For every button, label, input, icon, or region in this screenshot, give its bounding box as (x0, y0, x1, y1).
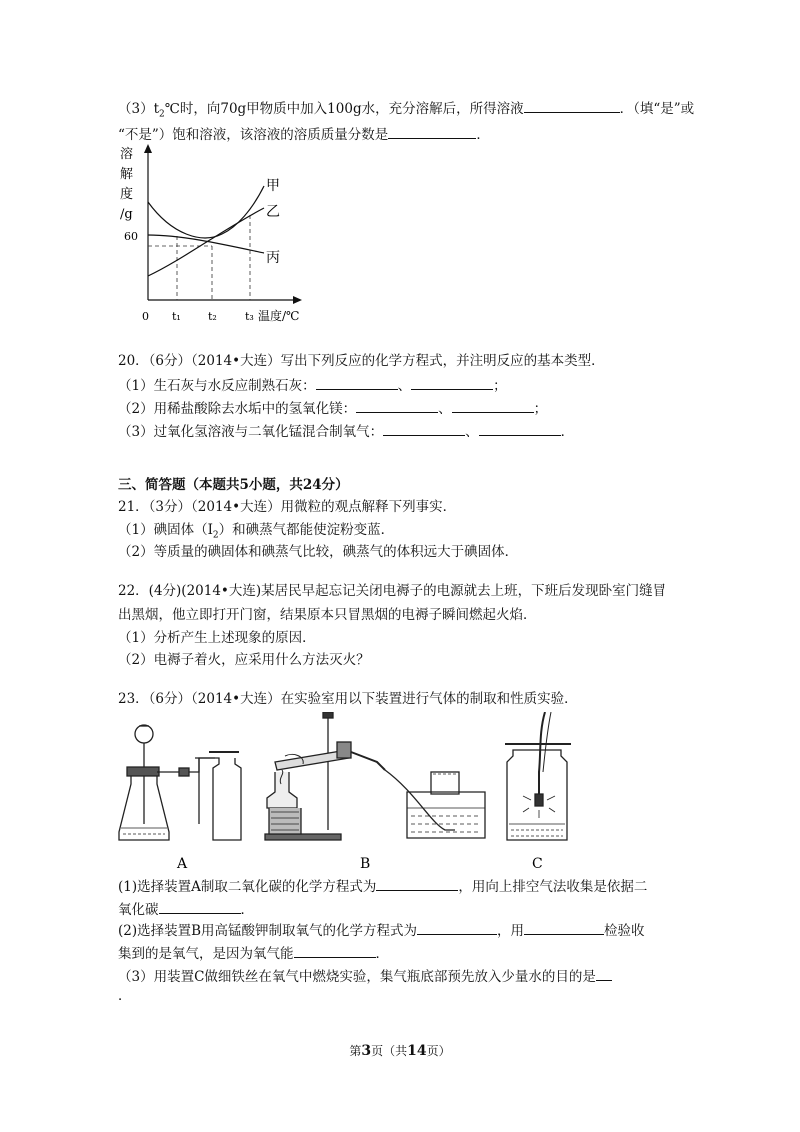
q23-2b: 集到的是氧气，是因为氧气能 ． (118, 943, 389, 963)
apparatus-label-b: B (360, 856, 371, 872)
q21-1: （1）碘固体$(I_2)$和碘蒸气都能使淀粉变蓝． (118, 522, 395, 541)
q19-3-line2: “不是”）饱和溶液，该溶液的溶质质量分数是 ． (118, 124, 490, 144)
q23-1b: 氧化碳 ． (118, 899, 254, 919)
answer-blank[interactable] (294, 943, 376, 958)
curve-yi (148, 208, 264, 276)
apparatus-figure (115, 712, 695, 877)
answer-blank[interactable] (596, 966, 612, 981)
answer-blank[interactable] (159, 899, 241, 914)
q23-3-end: ． (118, 988, 132, 1004)
graph-x-tick: t₂ (208, 310, 217, 323)
q23-head: 23．（6分）（2014•大连）在实验室用以下装置进行气体的制取和性质实验． (118, 691, 578, 707)
curve-label-bing: 丙 (266, 250, 280, 266)
section-title: 三、简答题（本题共5小题，共24分） (118, 477, 349, 493)
answer-blank[interactable] (411, 375, 493, 390)
q19-3-line1: $(3)t_2℃$时，向70g甲物质中加入100g水，充分溶解后，所得溶液 ．（填“是”或 (118, 98, 694, 124)
q21-head: 21．（3分）（2014•大连）用微粒的观点解释下列事实． (118, 499, 457, 515)
graph-origin: 0 (142, 310, 149, 323)
graph-ylabel: 溶 (120, 147, 134, 162)
curve-label-jia: 甲 (266, 178, 280, 194)
q23-2a: (2)选择装置B用高锰酸钾制取氧气的化学方程式为 ，用 检验收 (118, 920, 645, 940)
graph-ylabel: 解 (120, 167, 134, 182)
page-total: 14 (407, 1043, 427, 1059)
q20-3: （3）过氧化氢溶液与二氧化锰混合制氧气： 、 ． (118, 421, 574, 441)
q22-head2: 出黑烟，他立即打开门窗，结果原本只冒黑烟的电褥子瞬间燃起火焰． (118, 607, 537, 623)
answer-blank[interactable] (452, 398, 534, 413)
q20-head: 20．（6分）（2014•大连）写出下列反应的化学方程式，并注明反应的基本类型． (118, 353, 605, 369)
curve-label-yi: 乙 (266, 204, 280, 220)
answer-blank[interactable] (417, 920, 497, 935)
q20-1: （1）生石灰与水反应制熟石灰： 、 ； (118, 375, 507, 395)
q22-2: （2）电褥子着火，应采用什么方法灭火？ (118, 652, 370, 668)
answer-blank[interactable] (524, 920, 604, 935)
q22-head1: 22．(4分)(2014•大连)某居民早起忘记关闭电褥子的电源就去上班，下班后发现卧室门缝冒 (118, 583, 667, 599)
answer-blank[interactable] (316, 375, 398, 390)
graph-x-tick: t₁ (172, 310, 181, 323)
solubility-graph (112, 140, 312, 330)
graph-x-tick: t₃ (245, 310, 254, 323)
q21-2: （2）等质量的碘固体和碘蒸气比较，碘蒸气的体积远大于碘固体． (118, 544, 519, 560)
answer-blank[interactable] (388, 124, 476, 139)
graph-y-tick: 60 (124, 230, 138, 243)
graph-ylabel: /g (120, 207, 133, 222)
q23-1a: (1)选择装置A制取二氧化碳的化学方程式为 ，用向上排空气法收集是依据二 (118, 876, 647, 896)
graph-xlabel: 温度/℃ (258, 309, 300, 323)
answer-blank[interactable] (356, 398, 438, 413)
apparatus-label-a: A (177, 856, 188, 872)
page-number: 3 (361, 1043, 372, 1059)
q22-1: （1）分析产生上述现象的原因． (118, 630, 316, 646)
apparatus-label-c: C (532, 856, 543, 872)
apparatus-b (265, 712, 485, 840)
page-footer: 第3页（共14页） (349, 1043, 451, 1059)
answer-blank[interactable] (479, 421, 561, 436)
curve-jia (148, 186, 264, 238)
answer-blank[interactable] (524, 98, 620, 113)
apparatus-a (119, 725, 241, 840)
apparatus-c (505, 712, 571, 840)
graph-ylabel: 度 (120, 187, 134, 202)
q20-2: （2）用稀盐酸除去水垢中的氢氧化镁： 、 ； (118, 398, 547, 418)
answer-blank[interactable] (376, 876, 458, 891)
answer-blank[interactable] (383, 421, 465, 436)
q23-3: （3）用装置C做细铁丝在氧气中燃烧实验，集气瓶底部预先放入少量水的目的是 (118, 966, 612, 986)
